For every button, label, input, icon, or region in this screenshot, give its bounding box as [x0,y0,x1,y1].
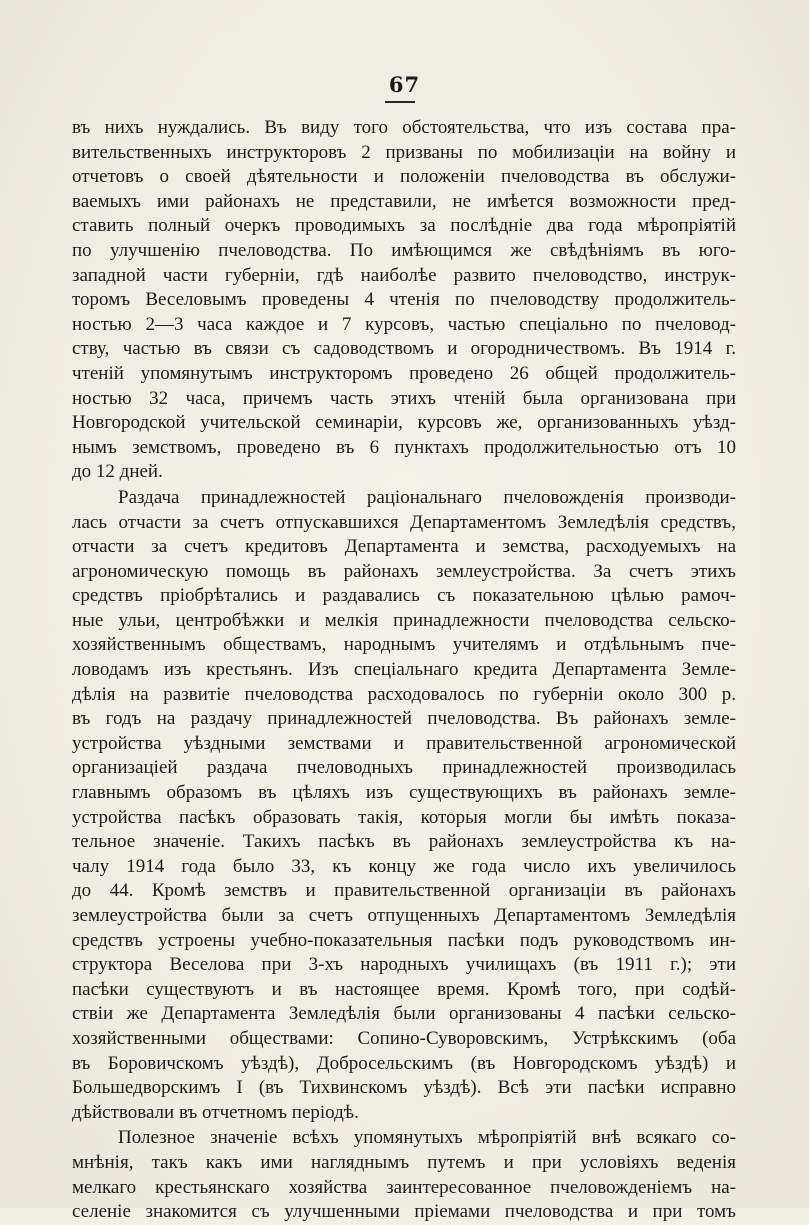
text-line: чтеній упомянутымъ инструкторомъ проведено 26 общей продолжитель- [72,362,736,384]
text-line: торомъ Веселовымъ проведены 4 чтенія по пчеловодству продолжитель- [72,289,736,311]
page-number-underline [385,101,415,103]
text-line: агрономическую помощь въ районахъ землеустройства. За счетъ этихъ [72,560,736,582]
text-line: хозяйственнымъ обществамъ, народнымъ учителямъ и отдѣльнымъ пче- [72,634,736,656]
text-line: Новгородской учительской семинаріи, курсовъ же, организованныхъ уѣзд- [72,412,736,434]
text-line: селеніе знакомится съ улучшенными пріемами пчеловодства и при томъ [72,1201,736,1223]
paragraph-2 [72,486,736,1125]
text-line: ствіи же Департамента Земледѣлія были организованы 4 пасѣки сельско- [72,1003,736,1025]
text-line: организаціей раздача пчеловодныхъ принадлежностей производилась [72,757,736,779]
text-line: ные ульи, центробѣжки и мелкія принадлежности пчеловодства сельско- [72,609,736,631]
text-line: вительственныхъ инструкторовъ 2 призваны по мобилизаціи на войну и [72,141,736,163]
text-line: мелкаго крестьянскаго хозяйства заинтересованное пчеловожденіемъ на- [72,1176,736,1198]
text-line: устройства уѣздными земствами и правительственной агрономической [72,732,736,754]
text-line: Большедворскимъ I (въ Тихвинскомъ уѣздѣ). Всѣ эти пасѣки исправно [72,1077,736,1099]
text-line: ловодамъ изъ крестьянъ. Изъ спеціальнаго кредита Департамента Земле- [72,659,736,681]
text-line: хозяйственными обществами: Сопино-Суворовскимъ, Устрѣкскимъ (оба [72,1027,736,1049]
text-line: устройства пасѣкъ образовать такія, которыя могли бы имѣть показа- [72,806,736,828]
text-line: ностью 32 часа, причемъ часть этихъ чтеній была организована при [72,387,736,409]
text-line: дѣлія на развитіе пчеловодства расходовалось по губерніи около 300 р. [72,683,736,705]
text-line: тельное значеніе. Такихъ пасѣкъ въ районахъ землеустройства къ на- [72,831,736,853]
text-line: землеустройства были за счетъ отпущенныхъ Департаментомъ Земледѣлія [72,905,736,926]
text-line: по улучшенію пчеловодства. По имѣющимся же свѣдѣніямъ въ юго- [72,239,736,261]
text-line: лась отчасти за счетъ отпускавшихся Департаментомъ Земледѣлія средствъ, [72,511,736,533]
text-line: до 12 дней. [72,461,163,483]
text-line: главнымъ образомъ въ цѣляхъ изъ существующихъ въ районахъ земле- [72,782,736,804]
text-line: въ годъ на раздачу принадлежностей пчеловодства. Въ районахъ земле- [72,708,736,730]
body-text [72,116,736,1225]
text-line: дѣйствовали въ отчетномъ періодѣ. [72,1101,359,1123]
text-line: мнѣнія, такъ какъ ими нагляднымъ путемъ и при условіяхъ веденія [72,1151,736,1173]
text-line: ваемыхъ ими районахъ не представили, не имѣется возможности пред- [72,190,736,212]
text-line: отчетовъ о своей дѣятельности и положеніи пчеловодства въ обслужи- [72,166,736,188]
paragraph-3 [72,1126,736,1224]
text-line: въ Боровичскомъ уѣздѣ), Добросельскимъ (въ Новгородскомъ уѣздѣ) и [72,1052,736,1074]
page-number: 67 [388,72,421,97]
text-line: до 44. Кромѣ земствъ и правительственной организаціи въ районахъ [72,880,736,902]
text-line: Раздача принадлежностей раціональнаго пчеловожденія производи- [118,486,736,508]
paragraph-1 [72,116,736,485]
text-line: структора Веселова при 3-хъ народныхъ училищахъ (въ 1911 г.); эти [72,954,736,976]
text-line: ству, частью въ связи съ садоводствомъ и огородничествомъ. Въ 1914 г. [72,338,736,360]
text-line: пасѣки существуютъ и въ настоящее время. Кромѣ того, при содѣй- [72,978,736,1000]
text-line: Полезное значеніе всѣхъ упомянутыхъ мѣропріятій внѣ всякаго со- [118,1127,736,1149]
text-line: средствъ устроены учебно-показательныя пасѣки подъ руководствомъ ин- [72,929,736,951]
text-line: средствъ пріобрѣтались и раздавались съ показательною цѣлью рамоч- [72,585,736,607]
text-line: нымъ земствомъ, проведено въ 6 пунктахъ продолжительностью отъ 10 [72,436,736,458]
text-line: западной части губерніи, гдѣ наиболѣе развито пчеловодство, инструк- [72,264,736,286]
text-line: чалу 1914 года было 33, къ концу же года число ихъ увеличилось [72,855,736,877]
text-line: ностью 2—3 часа каждое и 7 курсовъ, частью спеціально по пчеловод- [72,313,736,335]
text-line: въ нихъ нуждались. Въ виду того обстоятельства, что изъ состава пра- [72,117,736,138]
text-line: отчасти за счетъ кредитовъ Департамента и земства, расходуемыхъ на [72,536,736,558]
text-line: ставить полный очеркъ проводимыхъ за послѣдніе два года мѣропріятій [72,215,736,237]
